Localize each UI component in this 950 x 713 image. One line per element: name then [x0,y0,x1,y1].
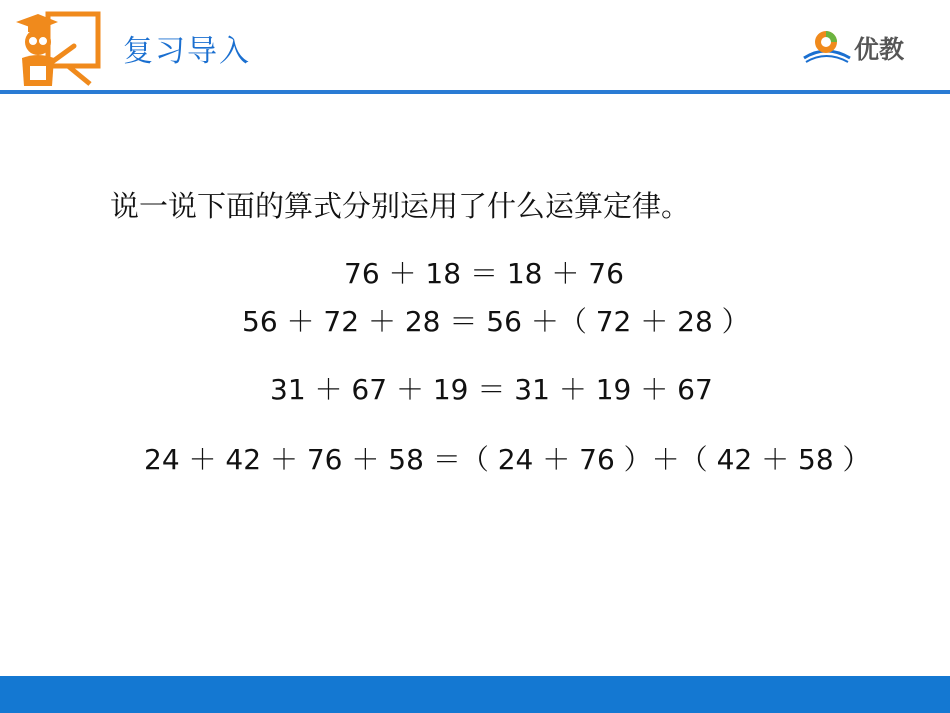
teacher-mascot-icon [12,8,104,88]
equation-line: 24 ＋ 42 ＋ 76 ＋ 58 ＝（ 24 ＋ 76 ）＋（ 42 ＋ 58 ） [144,443,871,476]
equation-line: 31 ＋ 67 ＋ 19 ＝ 31 ＋ 19 ＋ 67 [270,373,713,406]
footer-bar [0,676,950,713]
equation-line: 76 ＋ 18 ＝ 18 ＋ 76 [344,257,624,290]
equation-line: 56 ＋ 72 ＋ 28 ＝ 56 ＋（ 72 ＋ 28 ） [242,305,750,338]
slide-content [0,96,950,676]
brand-name: 优教 [854,35,905,64]
section-title: 复习导入 [123,34,251,69]
youjiao-logo-icon [798,24,854,68]
slide-header [0,0,950,96]
brand-logo [798,24,928,68]
header-divider [0,90,950,94]
instruction-text: 说一说下面的算式分别运用了什么运算定律。 [110,189,691,223]
